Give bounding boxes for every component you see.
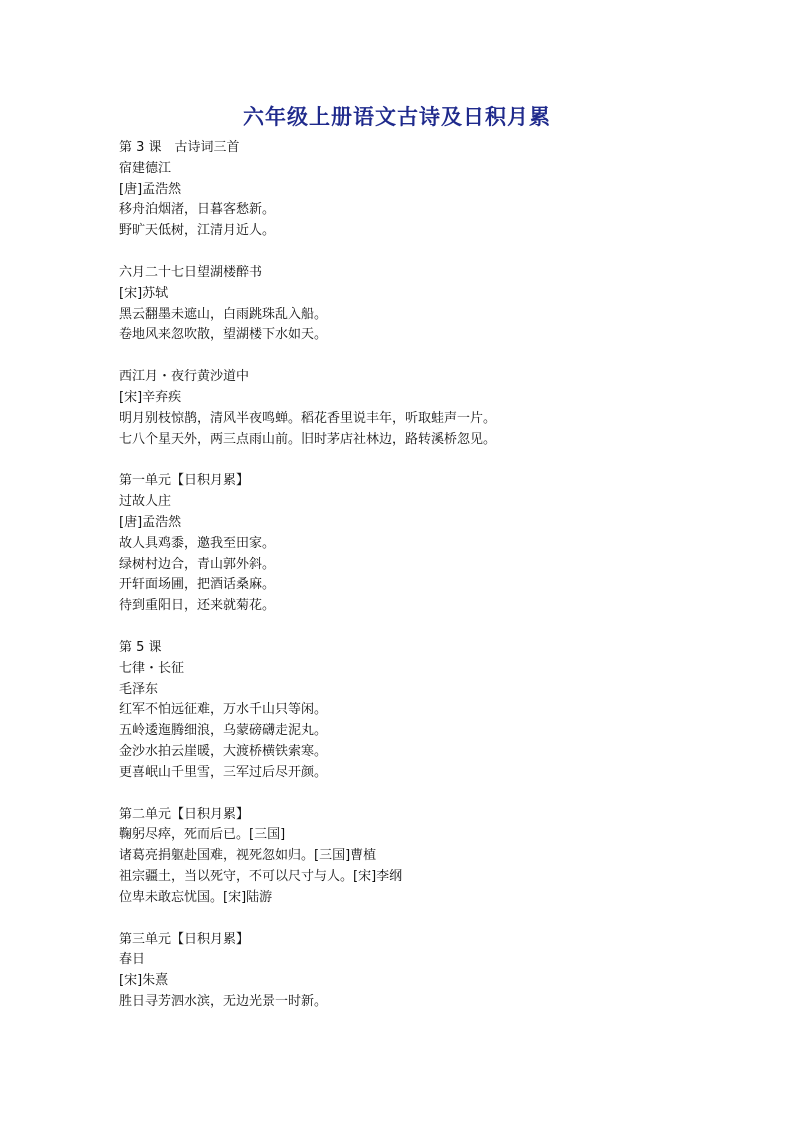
text-line: 待到重阳日，还来就菊花。 (119, 598, 276, 614)
document-content (119, 138, 719, 1034)
text-line: 春日 (119, 952, 146, 968)
document-title: 六年级上册语文古诗及日积月累 (243, 104, 551, 129)
text-line: 更喜岷山千里雪，三军过后尽开颜。 (119, 764, 328, 780)
text-line: 七律・长征 (119, 660, 185, 676)
section-heading: 第二单元【日积月累】 (119, 806, 250, 822)
text-line: [唐]孟浩然 (119, 181, 182, 197)
text-line: 位卑未敢忘忧国。[宋]陆游 (119, 889, 273, 905)
text-line: 卷地风来忽吹散，望湖楼下水如天。 (119, 327, 328, 343)
text-section (119, 471, 719, 617)
text-section (119, 263, 719, 346)
text-line: 故人具鸡黍，邀我至田家。 (119, 535, 276, 551)
section-heading: 第一单元【日积月累】 (119, 473, 250, 489)
text-line: 开轩面场圃，把酒话桑麻。 (119, 577, 276, 593)
text-line: 明月别枝惊鹊，清风半夜鸣蝉。稻花香里说丰年，听取蛙声一片。 (119, 410, 497, 426)
text-section (119, 138, 719, 242)
section-heading: 第 3 课 古诗词三首 (119, 140, 240, 155)
text-line: 毛泽东 (119, 681, 159, 697)
text-line: 绿树村边合，青山郭外斜。 (119, 556, 276, 572)
section-heading: 西江月・夜行黄沙道中 (119, 369, 250, 385)
text-line: [宋]苏轼 (119, 285, 169, 301)
text-line: 胜日寻芳泗水滨，无边光景一时新。 (119, 993, 328, 1009)
section-heading: 第三单元【日积月累】 (119, 931, 250, 947)
text-line: 鞠躬尽瘁，死而后已。[三国] (119, 827, 286, 843)
text-line: 宿建德江 (119, 160, 172, 176)
text-line: 过故人庄 (119, 494, 172, 510)
text-line: [宋]朱熹 (119, 973, 169, 989)
text-line: 五岭逶迤腾细浪，乌蒙磅礴走泥丸。 (119, 723, 328, 739)
section-heading: 第 5 课 (119, 639, 162, 655)
text-line: 黑云翻墨未遮山，白雨跳珠乱入船。 (119, 306, 328, 322)
text-line: 金沙水拍云崖暖，大渡桥横铁索寒。 (119, 743, 328, 759)
text-line: 移舟泊烟渚，日暮客愁新。 (119, 202, 276, 218)
text-line: [宋]辛弃疾 (119, 389, 182, 405)
text-section (119, 930, 719, 1013)
section-heading: 六月二十七日望湖楼醉书 (119, 264, 263, 280)
text-line: [唐]孟浩然 (119, 514, 182, 530)
text-line: 红军不怕远征难，万水千山只等闲。 (119, 702, 328, 718)
text-line: 野旷天低树，江清月近人。 (119, 223, 276, 239)
text-line: 祖宗疆土，当以死守，不可以尺寸与人。[宋]李纲 (119, 868, 403, 884)
text-line: 诸葛亮捐躯赴国难，视死忽如归。[三国]曹植 (119, 848, 377, 864)
text-section (119, 367, 719, 450)
text-line: 七八个星天外，两三点雨山前。旧时茅店社林边，路转溪桥忽见。 (119, 431, 497, 447)
text-section (119, 638, 719, 784)
text-section (119, 805, 719, 909)
